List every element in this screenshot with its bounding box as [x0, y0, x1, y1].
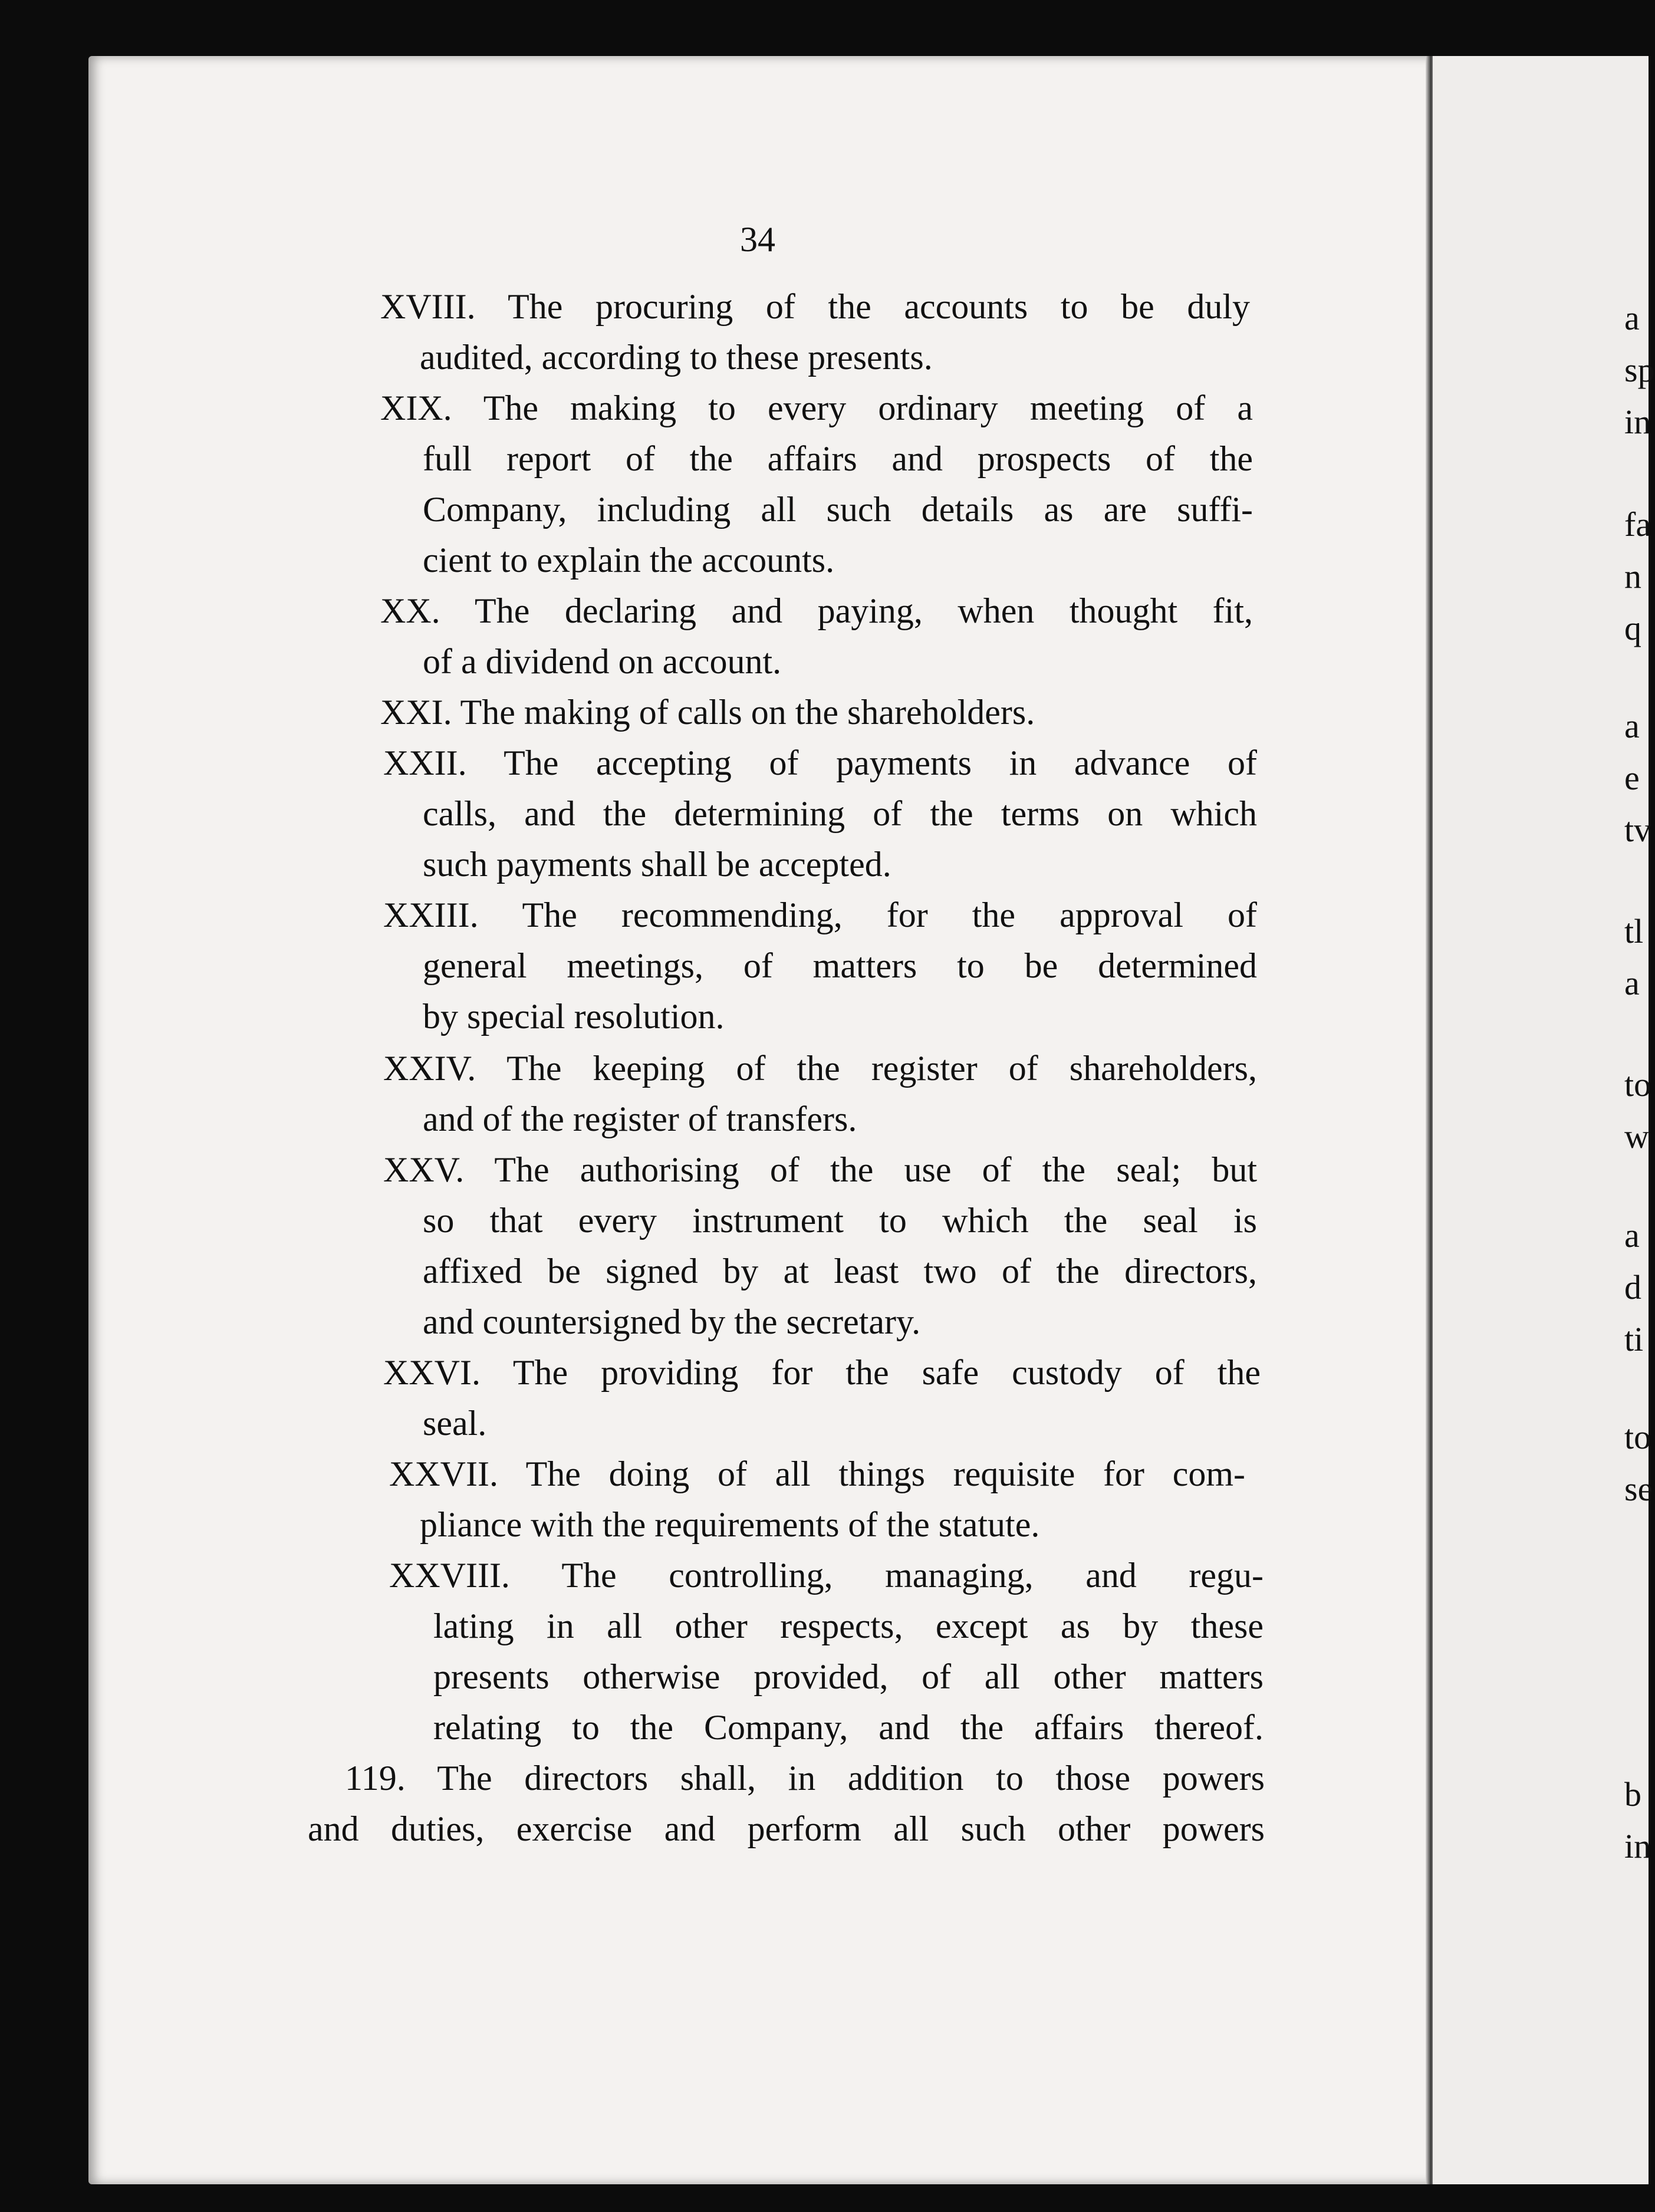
clause-first-line: XXI. The making of calls on the shareholders.: [380, 693, 1035, 732]
right-page-fragment: a: [1624, 1216, 1640, 1255]
right-page-fragment: n: [1624, 557, 1641, 595]
page-number: 34: [740, 220, 775, 259]
clause-first-line: XIX. The making to every ordinary meeting of a: [380, 389, 1253, 427]
right-page-fragment: d: [1624, 1268, 1641, 1306]
right-page-fragment: tv: [1624, 811, 1651, 849]
clause-continuation-line: of a dividend on account.: [423, 642, 782, 681]
clause-continuation-line: lating in all other respects, except as by these: [433, 1607, 1264, 1645]
clause-first-line: XVIII. The procuring of the accounts to be duly: [380, 287, 1250, 326]
right-page-fragment: se: [1624, 1470, 1653, 1508]
clause-continuation-line: so that every instrument to which the seal is: [423, 1201, 1257, 1240]
clause-continuation-line: and countersigned by the secretary.: [423, 1302, 921, 1341]
clause-continuation-line: pliance with the requirements of the statute.: [420, 1505, 1040, 1544]
clause-continuation-line: affixed be signed by at least two of the directors,: [423, 1252, 1257, 1291]
right-page-fragment: a: [1624, 707, 1640, 745]
right-page-fragment: e: [1624, 759, 1640, 797]
right-page-fragment: a: [1624, 964, 1640, 1002]
clause-continuation-line: Company, including all such details as are suffi-: [423, 490, 1253, 529]
clause-first-line: XX. The declaring and paying, when thought fit,: [380, 591, 1253, 630]
right-page-fragment: to: [1624, 1065, 1651, 1104]
clause-continuation-line: and of the register of transfers.: [423, 1100, 857, 1138]
clause-continuation-line: presents otherwise provided, of all other matters: [433, 1657, 1264, 1696]
right-page-fragment: w: [1624, 1117, 1649, 1156]
right-page: [1433, 56, 1649, 2184]
right-page-fragment: in: [1624, 403, 1651, 441]
right-page-fragment: ti: [1624, 1320, 1644, 1358]
clause-continuation-line: such payments shall be accepted.: [423, 845, 891, 884]
clause-continuation-line: relating to the Company, and the affairs thereof.: [433, 1708, 1264, 1747]
right-page-fragment: fa: [1624, 505, 1651, 544]
clause-first-line: XXIV. The keeping of the register of shareholders,: [383, 1049, 1257, 1088]
clause-continuation-line: full report of the affairs and prospects of the: [423, 439, 1253, 478]
clause-continuation-line: calls, and the determining of the terms on which: [423, 794, 1257, 833]
clause-continuation-line: by special resolution.: [423, 997, 725, 1036]
clause-first-line: XXVII. The doing of all things requisite for com-: [389, 1454, 1245, 1493]
clause-first-line: 119. The directors shall, in addition to those powers: [345, 1759, 1265, 1798]
clause-first-line: XXV. The authorising of the use of the seal; but: [383, 1150, 1257, 1189]
right-page-fragment: tl: [1624, 912, 1644, 950]
right-page-fragment: sp: [1624, 351, 1655, 389]
right-page-fragment: to: [1624, 1418, 1651, 1456]
clause-first-line: XXVIII. The controlling, managing, and regu-: [389, 1556, 1264, 1595]
right-page-fragment: in: [1624, 1827, 1651, 1865]
right-page-fragment: b: [1624, 1775, 1641, 1813]
clause-continuation-line: general meetings, of matters to be determined: [423, 946, 1257, 985]
right-page-fragment: a: [1624, 299, 1640, 337]
clause-continuation-line: cient to explain the accounts.: [423, 541, 835, 580]
clause-continuation-line: and duties, exercise and perform all such other powers: [308, 1809, 1265, 1848]
clause-first-line: XXIII. The recommending, for the approval of: [383, 896, 1257, 934]
clause-continuation-line: audited, according to these presents.: [420, 338, 933, 377]
clause-continuation-line: seal.: [423, 1404, 487, 1443]
right-page-fragment: q: [1624, 609, 1641, 647]
clause-first-line: XXVI. The providing for the safe custody of the: [383, 1353, 1261, 1392]
clause-first-line: XXII. The accepting of payments in advance of: [383, 743, 1257, 782]
